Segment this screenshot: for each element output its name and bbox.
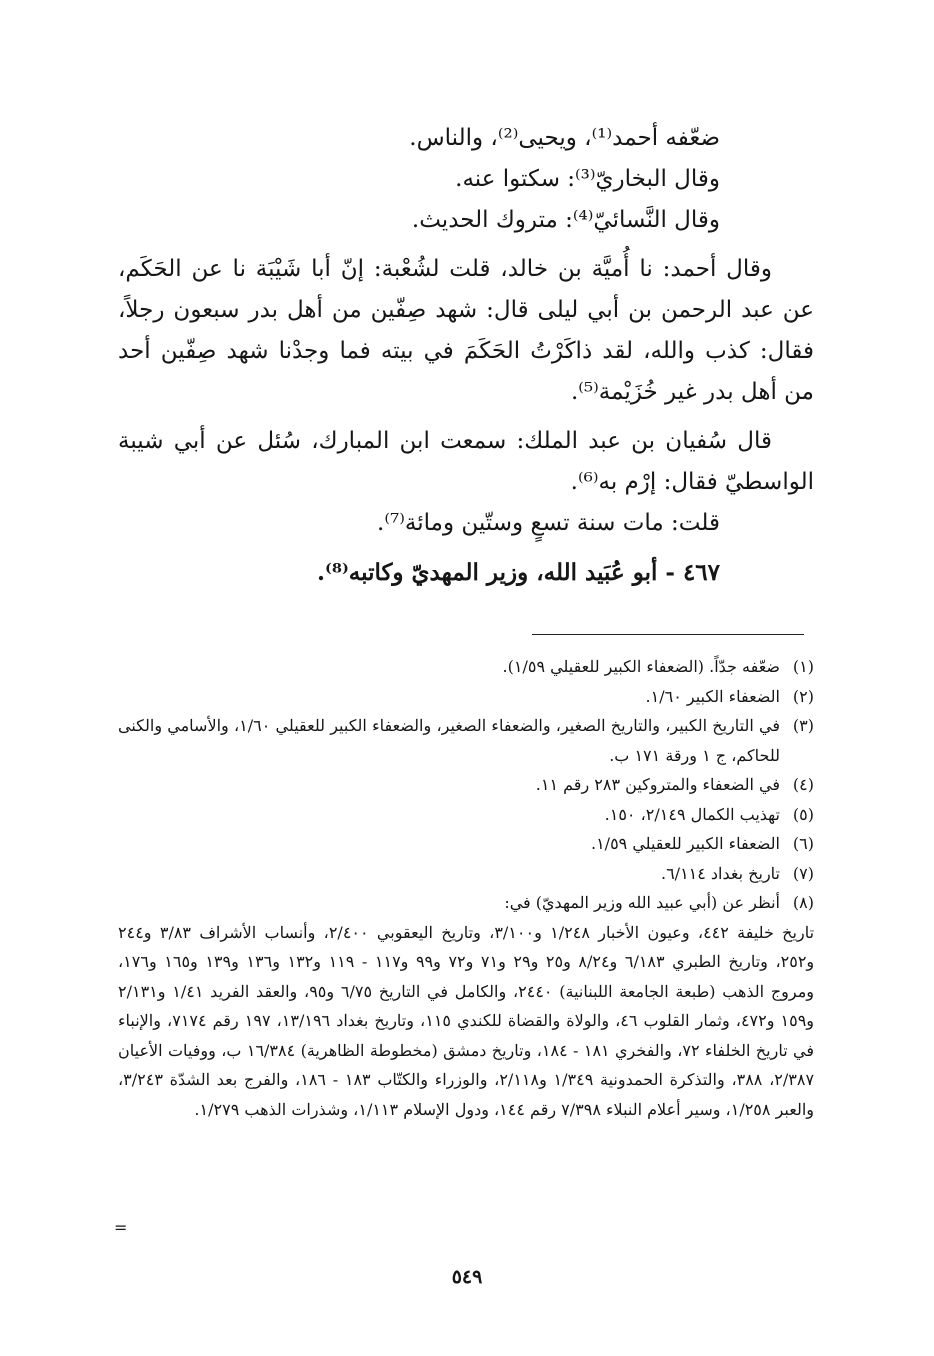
text-line: وقال البخاريّ⁽³⁾: سكتوا عنه. <box>455 166 720 192</box>
footnote-text: ضعّفه جدّاً. (الضعفاء الكبير للعقيلي ١/٥٩). <box>502 657 780 676</box>
footnote-number: (٤) <box>792 775 814 794</box>
footnote <box>118 652 814 682</box>
footnote <box>118 888 814 918</box>
footnote-number: (١) <box>792 657 814 676</box>
footnote-separator <box>532 634 804 635</box>
footnote <box>118 711 814 770</box>
footnote <box>118 829 814 859</box>
continuation-mark: = <box>114 1218 128 1237</box>
footnote-number: (٧) <box>792 863 814 883</box>
footnote-text: الضعفاء الكبير ١/٦٠. <box>645 686 780 706</box>
paragraph: وقال أحمد: نا أُميَّة بن خالد، قلت لشُعْبة: إنّ أبا شَيْبَة نا عن الحَكَم، عن عبد الرحمن بن أبي ليلى قال: شهد صِفّين من أهل بدر سبعون رجلاً، فقال: كذب والله، لقد ذاكَرْتُ الحَكَمَ في بيته فما وجدْنا شهد صِفّين أحد من أهل بدر غير خُزَيْمة⁽⁵⁾. <box>118 256 814 405</box>
footnote-number: (٥) <box>792 804 814 824</box>
footnote-continuation: تاريخ خليفة ٤٤٢، وعيون الأخبار ١/٢٤٨ و٣/١٠٠، وتاريخ اليعقوبي ٢/٤٠٠، وأنساب الأشراف ٣/٨٣ و٢٤٤ و٢٥٢، وتاريخ الطبري ٦/١٨٣ و٨/٢٤ و٢٥ و٢٩ و٧١ و٧٢ و٩٩ و١١٧ - ١١٩ و١٣٢ و١٣٦ و١٣٩ و١٦٥ و١٧٦، ومروج الذهب (طبعة الجامعة اللبنانية) ٢٤٤٠، والكامل في التاريخ ٦/٧٥ و٩٥، والعقد الفريد ١/٤١ و٢/١٣١ و١٥٩ و٤٧٢، وثمار القلوب ٤٦، والولاة والقضاة للكندي ١١٥، وتاريخ بغداد ١٣/١٩٦، ١٩٧ رقم ٧١٧٤، والإنباء في تاريخ الخلفاء ٧٢، والفخري ١٨١ - ١٨٤، وتاريخ دمشق (مخطوطة الظاهرية) ١٦/٣٨٤ ب، ووفيات الأعيان ٢/٣٨٧، ٣٨٨، والتذكرة الحمدونية ١/٣٤٩ و٢/١١٨، والوزراء والكتّاب ١٨٣ - ١٨٦، والفرج بعد الشدّة ٣/٢٤٣، والعبر ١/٢٥٨، وسير أعلام النبلاء ٧/٣٩٨ رقم ١٤٤، ودول الإسلام ١/١١٣، وشذرات الذهب ١/٢٧٩. <box>118 922 815 1119</box>
text-line: ضعّفه أحمد⁽¹⁾، ويحيى⁽²⁾، والناس. <box>409 125 720 151</box>
footnote <box>118 682 814 712</box>
footnote-number: (٢) <box>792 686 814 706</box>
footnote <box>118 770 814 800</box>
paragraph: قال سُفيان بن عبد الملك: سمعت ابن المبارك، سُئل عن أبي شيبة الواسطيّ فقال: إرْم به⁽⁶⁾. <box>118 428 814 495</box>
footnote-text: تهذيب الكمال ٢/١٤٩، ١٥٠. <box>604 804 780 824</box>
footnote-number: (٣) <box>792 716 814 735</box>
footnote-text: الضعفاء الكبير للعقيلي ١/٥٩. <box>590 834 780 853</box>
footnote-number: (٦) <box>792 834 814 853</box>
footnote-text: في التاريخ الكبير، والتاريخ الصغير، والضعفاء الصغير، والضعفاء الكبير للعقيلي ١/٦٠، والأسامي والكنى للحاكم، ج ١ ورقة ١٧١ ب. <box>118 716 780 765</box>
footnote <box>118 800 814 830</box>
footnote-text: في الضعفاء والمتروكين ٢٨٣ رقم ١١. <box>535 775 780 794</box>
entry-heading: ٤٦٧ - أبو عُبَيد الله، وزير المهديّ وكاتبه⁽⁸⁾. <box>317 559 720 586</box>
text-line: وقال النَّسائيّ⁽⁴⁾: متروك الحديث. <box>411 207 720 233</box>
footnote-text: أنظر عن (أبي عبيد الله وزير المهديّ) في: <box>504 893 780 912</box>
footnote <box>118 859 814 889</box>
main-text <box>118 118 814 593</box>
text-line: قلت: مات سنة تسعٍ وستّين ومائة⁽⁷⁾. <box>377 510 720 536</box>
footnote-number: (٨) <box>792 893 814 912</box>
footnote-text: تاريخ بغداد ٦/١١٤. <box>660 863 780 883</box>
page-number: ٥٤٩ <box>451 1266 483 1288</box>
footnotes <box>118 652 814 1124</box>
